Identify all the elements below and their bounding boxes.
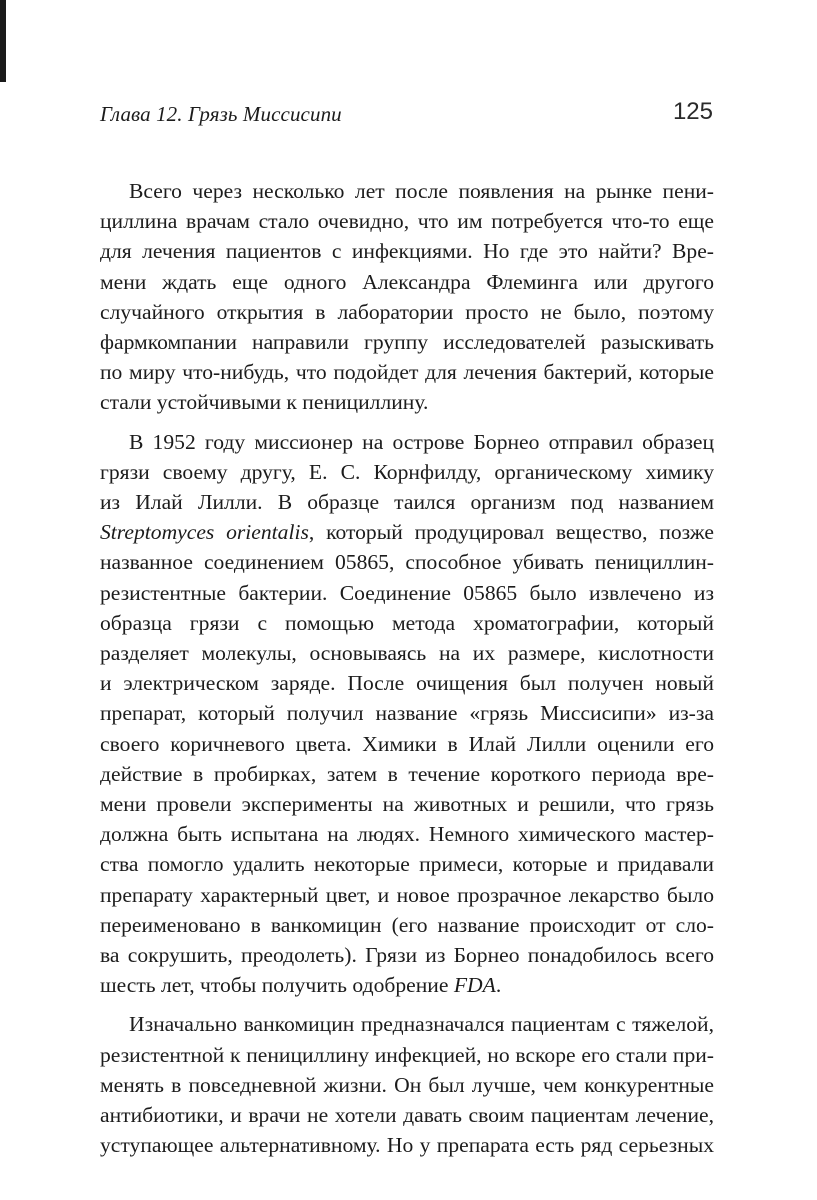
text-line: препарат, который получил название «грязь Миссисипи» из-за bbox=[100, 701, 714, 726]
text-line: Изначально ванкомицин предназначался пациентам с тяжелой, bbox=[129, 1012, 714, 1037]
text-line: своего коричневого цвета. Химики в Илай Лилли оценили его bbox=[100, 731, 714, 756]
text-line: ства помогло удалить некоторые примеси, которые и придавали bbox=[100, 852, 714, 877]
text-line: резистентные бактерии. Соединение 05865 было извлечено из bbox=[100, 580, 714, 605]
body-text bbox=[100, 176, 714, 1170]
text-line: переименовано в ванкомицин (его название происходит от сло- bbox=[100, 912, 714, 937]
running-head bbox=[100, 100, 713, 130]
text-line: циллина врачам стало очевидно, что им потребуется что-то еще bbox=[100, 209, 714, 234]
page-edge-shadow bbox=[0, 0, 6, 82]
text-line: антибиотики, и врачи не хотели давать своим пациентам лечение, bbox=[100, 1103, 714, 1128]
paragraph bbox=[100, 427, 714, 1001]
text-line: разделяет молекулы, основываясь на их размере, кислотности bbox=[100, 641, 714, 666]
text-line: мени провели эксперименты на животных и решили, что грязь bbox=[100, 792, 714, 817]
text-line: менять в повседневной жизни. Он был лучше, чем конкурентные bbox=[100, 1072, 714, 1097]
text-line: названное соединением 05865, способное убивать пенициллин- bbox=[100, 550, 714, 575]
text-line: препарату характерный цвет, и новое прозрачное лекарство было bbox=[100, 882, 714, 907]
text-line: мени ждать еще одного Александра Флеминга или другого bbox=[100, 269, 714, 294]
text-line: должна быть испытана на людях. Немного химического мастер- bbox=[100, 822, 714, 847]
paragraph bbox=[100, 1009, 714, 1160]
chapter-title: Глава 12. Грязь Миссисипи bbox=[100, 102, 342, 126]
text-line: и электрическом заряде. После очищения был получен новый bbox=[100, 671, 714, 696]
text-line: резистентной к пенициллину инфекцией, но вскоре его стали при- bbox=[100, 1042, 714, 1067]
text-line: случайного открытия в лаборатории просто не было, поэтому bbox=[100, 299, 714, 324]
text-line: В 1952 году миссионер на острове Борнео отправил образец bbox=[129, 429, 714, 454]
text-line: действие в пробирках, затем в течение короткого периода вре- bbox=[100, 761, 714, 786]
text-line: Streptomyces orientalis, который продуцировал вещество, позже bbox=[100, 520, 714, 545]
text-line: по миру что-нибудь, что подойдет для лечения бактерий, которые bbox=[100, 360, 714, 385]
text-line: шесть лет, чтобы получить одобрение FDA. bbox=[100, 973, 502, 998]
page-number: 125 bbox=[672, 98, 713, 125]
text-line: для лечения пациентов с инфекциями. Но где это найти? Вре- bbox=[100, 239, 714, 264]
text-line: Всего через несколько лет после появления на рынке пени- bbox=[129, 179, 714, 203]
text-line: уступающее альтернативному. Но у препарата есть ряд серьезных bbox=[100, 1133, 714, 1158]
text-line: из Илай Лилли. В образце таился организм под названием bbox=[100, 490, 714, 515]
text-line: грязи своему другу, Е. С. Корнфилду, органическому химику bbox=[100, 459, 714, 484]
text-line: фармкомпании направили группу исследователей разыскивать bbox=[100, 330, 714, 355]
text-line: ва сокрушить, преодолеть). Грязи из Борнео понадобилось всего bbox=[100, 943, 714, 968]
text-line: стали устойчивыми к пенициллину. bbox=[100, 390, 429, 415]
text-line: образца грязи с помощью метода хроматографии, который bbox=[100, 610, 714, 635]
paragraph bbox=[100, 176, 714, 418]
